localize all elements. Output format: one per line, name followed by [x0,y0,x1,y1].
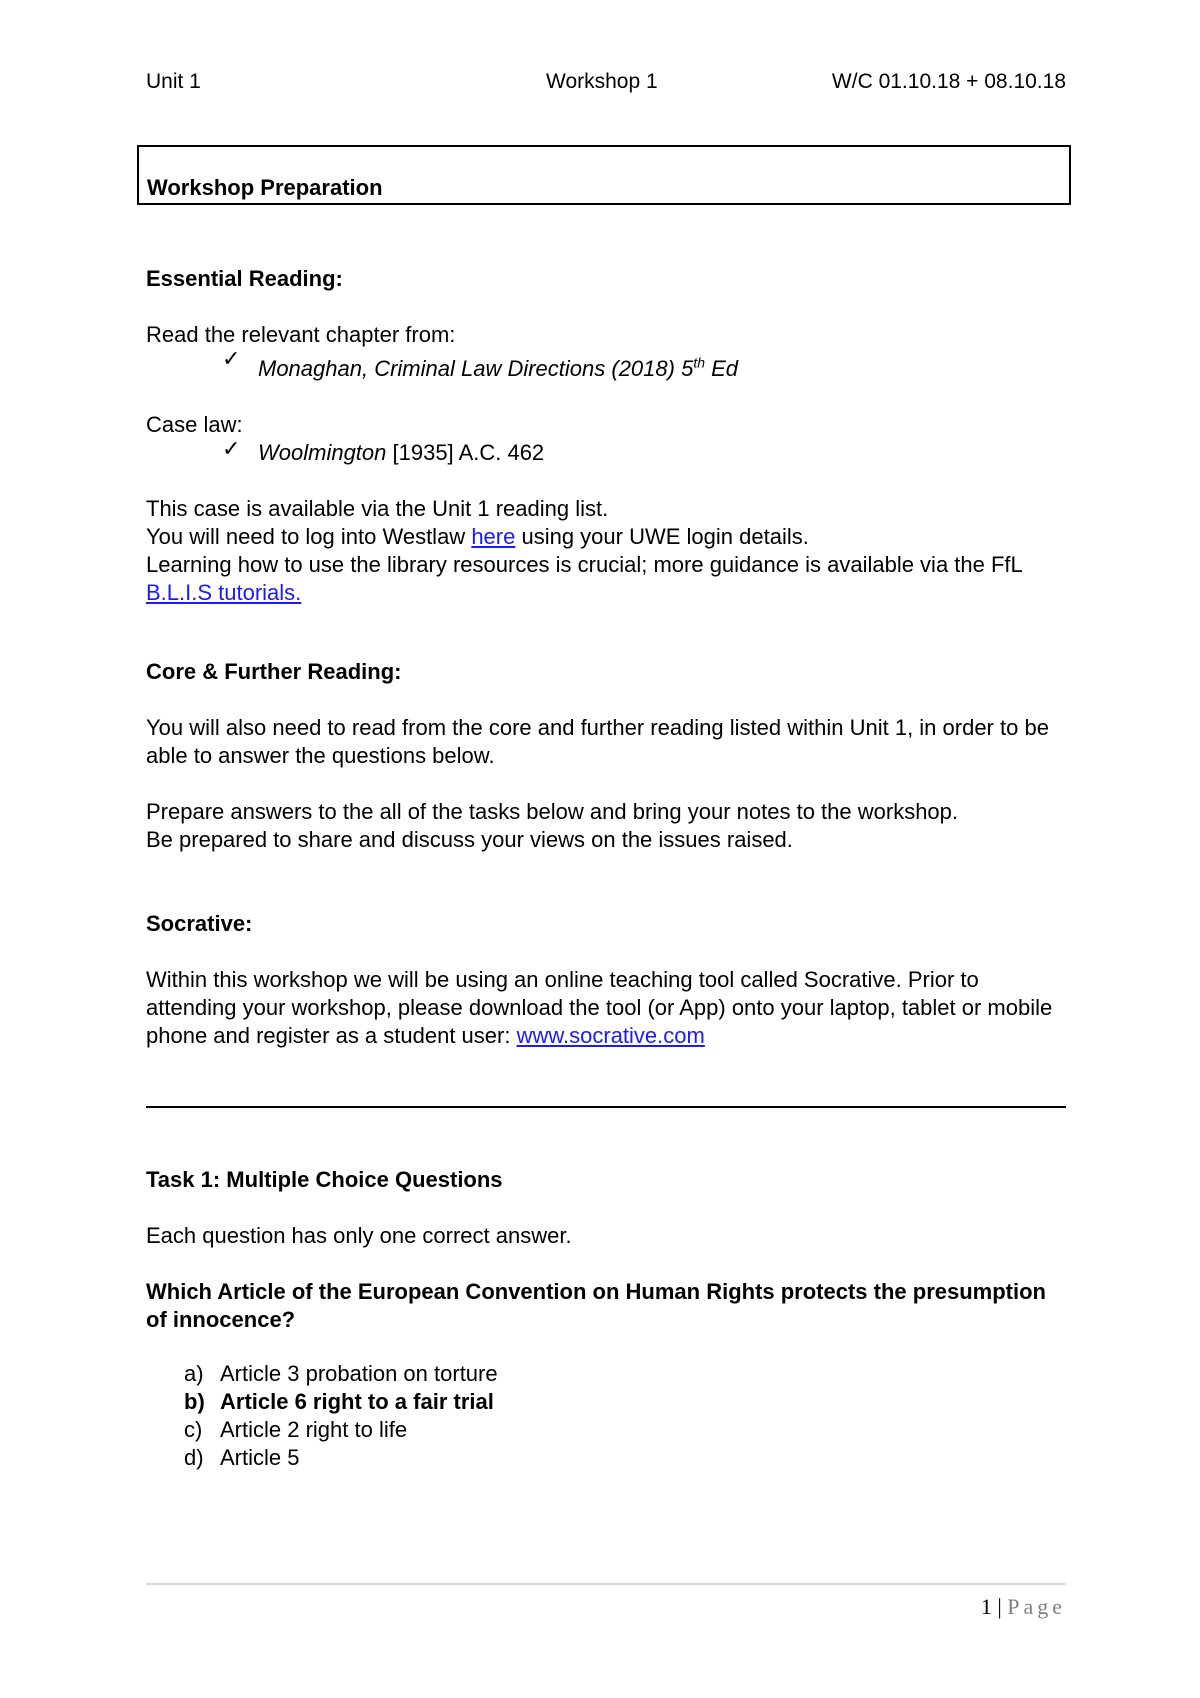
workshop-preparation-box [137,145,1071,205]
answer-option-c: c) Article 2 right to life [184,1417,408,1442]
core-reading-para: You will also need to read from the core and further reading listed within Unit 1, in order to be able to answer the questions below. [146,715,1049,768]
footer-rule [146,1583,1066,1585]
westlaw-here-link[interactable]: here [471,524,516,550]
task1-section [146,1166,1066,1472]
section-divider [146,1106,1066,1108]
book-title: Monaghan, Criminal Law Directions (2018) 5th Ed [258,355,739,382]
page-number: 1 [980,1594,992,1619]
essential-reading-section [146,265,1066,607]
footer-separator: | [991,1594,1008,1619]
header-workshop: Workshop 1 [546,70,658,93]
library-guidance-note: Learning how to use the library resources is crucial; more guidance is available via the FfL B.L.I.S tutorials. [146,552,1022,606]
task1-intro: Each question has only one correct answer. [146,1223,572,1248]
case-law-label: Case law: [146,412,243,438]
page-word: Page [1007,1594,1066,1619]
answer-option-d: d) Article 5 [184,1445,300,1470]
essential-reading-intro: Read the relevant chapter from: [146,322,456,347]
answer-options [146,1360,1066,1472]
page-footer [981,1594,1066,1620]
case-list-item [146,439,1066,467]
socrative-website-link[interactable]: www.socrative.com [516,1023,705,1048]
prepare-answers-line: Prepare answers to the all of the tasks below and bring your notes to the workshop. [146,799,959,824]
checkmark-icon: ✓ [222,347,241,372]
socrative-heading: Socrative: [146,911,253,936]
header-date: W/C 01.10.18 + 08.10.18 [831,70,1066,93]
reading-list-note: This case is available via the Unit 1 reading list. [146,496,609,522]
core-reading-section [146,658,1066,854]
case-citation: Woolmington [1935] A.C. 462 [258,440,545,466]
page-header [146,70,1066,102]
blis-tutorials-link[interactable]: B.L.I.S tutorials. [146,580,302,606]
socrative-section [146,910,1066,1050]
header-unit: Unit 1 [146,70,201,93]
core-reading-heading: Core & Further Reading: [146,659,402,684]
task1-question: Which Article of the European Convention on Human Rights protects the presumption of innocence? [146,1279,1046,1332]
answer-option-b: b) Article 6 right to a fair trial [184,1389,494,1414]
prepare-discuss-line: Be prepared to share and discuss your views on the issues raised. [146,827,793,852]
workshop-preparation-title: Workshop Preparation [147,175,383,200]
task1-heading: Task 1: Multiple Choice Questions [146,1167,503,1192]
answer-option-a: a) Article 3 probation on torture [184,1361,498,1386]
socrative-para: Within this workshop we will be using an online teaching tool called Socrative. Prior to attending your workshop, please download the tool (or App) onto your laptop, tablet or mobile phone and register as a student user: www.socrative.com [146,967,1053,1048]
westlaw-note: You will need to log into Westlaw here using your UWE login details. [146,524,809,550]
case-name: Woolmington [258,440,387,466]
book-list-item [146,349,1066,383]
checkmark-icon: ✓ [222,437,241,463]
essential-reading-heading: Essential Reading: [146,266,343,291]
